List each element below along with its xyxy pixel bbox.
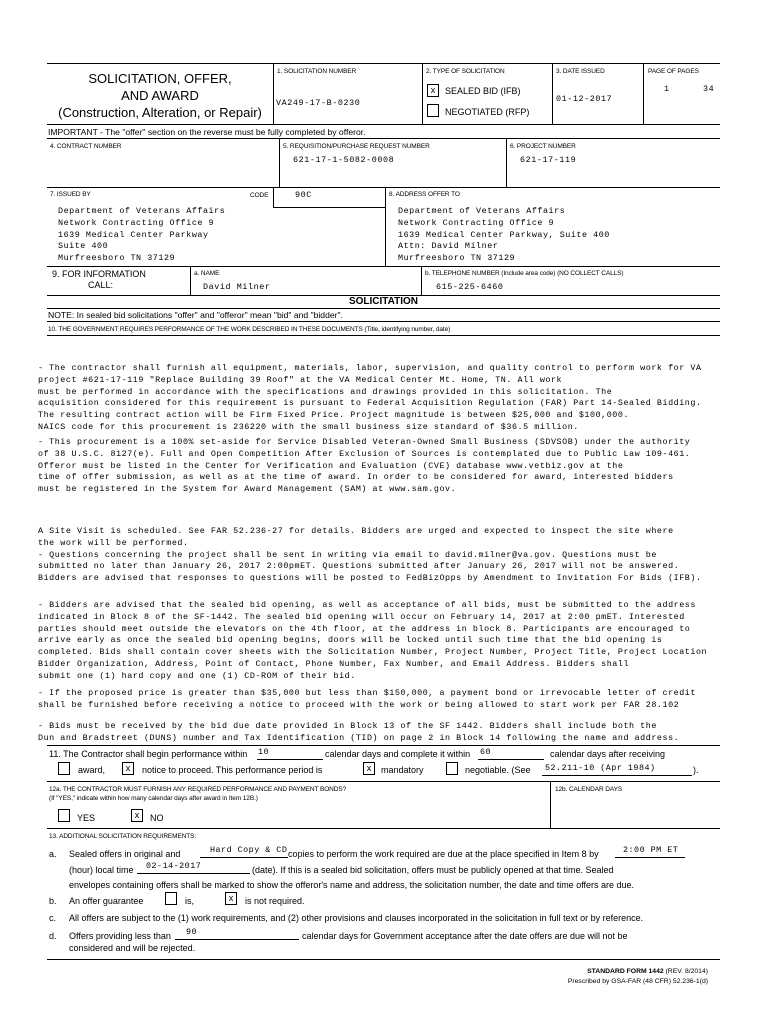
- solicitation-number-label: 1. SOLICITATION NUMBER: [277, 68, 357, 75]
- code-divider-left: [273, 187, 274, 207]
- block10-bottom-rule: [47, 745, 720, 746]
- mandatory-checkbox[interactable]: x: [363, 762, 375, 775]
- block10-label: 10. THE GOVERNMENT REQUIRES PERFORMANCE OF THE WORK DESCRIBED IN THESE DOCUMENTS (Title, identifying number, date): [48, 326, 451, 333]
- description-paragraph-5: - If the proposed price is greater than $35,000 but less than $150,000, a payment bond or irrevocable letter of credit shall be furnished before receiving a notice to proceed with the work or being allowed to start work per FAR 28.102: [38, 688, 696, 710]
- see-reference[interactable]: 52.211-10 (Apr 1984): [545, 763, 656, 773]
- footer-form-name: STANDARD FORM 1442: [587, 968, 664, 975]
- for-information-line2: CALL:: [88, 280, 114, 290]
- header-bottom-rule: [47, 124, 720, 125]
- block9-divider-2: [421, 266, 422, 295]
- block13-b-letter: b.: [49, 896, 57, 906]
- info-name-label: a. NAME: [194, 270, 220, 277]
- negotiated-label: NEGOTIATED (RFP): [445, 107, 530, 117]
- block12a-label-line1: 12a. THE CONTRACTOR MUST FURNISH ANY REQUIRED PERFORMANCE AND PAYMENT BONDS?: [49, 786, 347, 793]
- offer-copies[interactable]: Hard Copy & CD: [210, 845, 288, 855]
- block5-divider: [506, 138, 507, 187]
- notice-to-proceed-checkbox[interactable]: x: [122, 762, 134, 775]
- address-offer-line4: Attn: David Milner: [398, 241, 499, 252]
- description-paragraph-4: - Bidders are advised that the sealed bid opening, as well as acceptance of all bids, must be submitted to the address indicated in Block 8 of the SF-1442. The sealed bid opening will occur on February 14, 2017 at 2:00 pmET. Interested parties should meet outside the elevators on the 4th floor, at the address in block 8. Participants are encouraged to arrive early as once the sealed bid opening begins, doors will be locked until such time that the bid opening is completed. Bids shall contain cover sheets with the Solicitation Number, Project Number, Project Title, Project Location Bidder Organization, Address, Point of Contact, Phone Number, Fax Number, and Email Address. Bidders shall submit one (1) hard copy and one (1) CD-ROM of their bid.: [38, 600, 708, 681]
- block13-d-text3: considered and will be rejected.: [69, 943, 196, 953]
- negotiable-checkbox[interactable]: [446, 762, 458, 775]
- guarantee-is-label: is,: [185, 896, 194, 906]
- negotiated-checkbox[interactable]: [427, 104, 439, 117]
- note-rule: [47, 321, 720, 322]
- address-offer-to-label: 8. ADDRESS OFFER TO: [389, 191, 460, 198]
- address-offer-to: [398, 206, 610, 265]
- address-offer-line1: Department of Veterans Affairs: [398, 206, 566, 216]
- header-divider-4: [643, 63, 644, 124]
- block13-a-text3: (hour) local time: [69, 865, 134, 875]
- guarantee-not-label: is not required.: [245, 896, 305, 906]
- issued-by-line4: Suite 400: [58, 241, 109, 252]
- address-offer-line2: Network Contracting Office 9: [398, 217, 555, 228]
- for-information-line1: 9. FOR INFORMATION: [52, 269, 146, 279]
- notice-to-proceed-label: notice to proceed. This performance period is: [142, 765, 323, 775]
- acceptance-days[interactable]: 90: [186, 927, 198, 937]
- form-title: [48, 70, 272, 121]
- guarantee-is-checkbox[interactable]: [165, 892, 177, 905]
- form-title-line3: (Construction, Alteration, or Repair): [58, 105, 262, 120]
- block7-bottom-rule: [47, 266, 720, 267]
- solicitation-note: NOTE: In sealed bid solicitations "offer" and "offeror" mean "bid" and "bidder".: [48, 310, 343, 320]
- form-footer: [520, 967, 708, 987]
- block10-label-rule: [47, 335, 720, 336]
- project-number[interactable]: 621-17-119: [520, 155, 577, 165]
- block12a-label-line2: (If "YES," indicate within how many calendar days after award in Item 12B.): [49, 795, 258, 802]
- negotiable-label: negotiable. (See: [465, 765, 531, 775]
- block13-d-letter: d.: [49, 931, 57, 941]
- block13-d-text1: Offers providing less than: [69, 931, 171, 941]
- code-label: CODE: [250, 192, 269, 199]
- block8-divider: [385, 187, 386, 266]
- award-label: award,: [78, 765, 106, 775]
- info-phone[interactable]: 615-225-6460: [436, 282, 504, 292]
- guarantee-not-checkbox[interactable]: x: [225, 892, 237, 905]
- block13-a-text4: (date). If this is a sealed bid solicitation, offers must be publicly opened at that time. Sealed: [252, 865, 614, 875]
- date-issued-label: 3. DATE ISSUED: [556, 68, 605, 75]
- code-bottom-rule: [273, 207, 385, 208]
- block12-bottom-rule: [47, 828, 720, 829]
- info-phone-label: b. TELEPHONE NUMBER (Include area code) (NO COLLECT CALLS): [425, 270, 624, 277]
- block11-text-b: calendar days and complete it within: [325, 749, 471, 759]
- issuer-code[interactable]: 90C: [295, 190, 312, 200]
- block11-bottom-rule: [47, 781, 720, 782]
- block11-days-begin[interactable]: 10: [258, 747, 270, 757]
- header-divider-2: [422, 63, 423, 124]
- block4-divider: [279, 138, 280, 187]
- issued-by-address: [58, 206, 225, 265]
- for-information-label: [52, 269, 146, 291]
- bonds-yes-checkbox[interactable]: [58, 809, 70, 822]
- offer-due-time[interactable]: 2:00 PM ET: [623, 845, 679, 855]
- header-divider-3: [552, 63, 553, 124]
- issued-by-line2: Network Contracting Office 9: [58, 217, 215, 228]
- date-issued[interactable]: 01-12-2017: [556, 94, 613, 104]
- form-title-line1: SOLICITATION, OFFER,: [88, 71, 232, 86]
- page-of-pages-label: PAGE OF PAGES: [648, 68, 699, 75]
- block13-a-text5: envelopes containing offers shall be marked to show the offeror's name and address, the solicitation number, the date and time offers are due.: [69, 880, 635, 890]
- bonds-no-checkbox[interactable]: x: [131, 809, 143, 822]
- header-divider-1: [273, 63, 274, 124]
- block13-a-letter: a.: [49, 849, 57, 859]
- issued-by-label: 7. ISSUED BY: [50, 191, 91, 198]
- type-of-solicitation-label: 2. TYPE OF SOLICITATION: [426, 68, 505, 75]
- form-title-line2: AND AWARD: [121, 88, 199, 103]
- block9-divider-1: [190, 266, 191, 295]
- requisition-number-label: 5. REQUISITION/PURCHASE REQUEST NUMBER: [283, 143, 430, 150]
- description-paragraph-3: A Site Visit is scheduled. See FAR 52.236-27 for details. Bidders are urged and expected to inspect the site where the work will be performed. - Questions concerning the project shall be sent in writing via email to david.milner@va.gov. Questions must be submitted no later than January 26, 2017 2:00pmET. Questions submitted after January 26, 2017 will not be answered. Bidders are advised that responses to questions will be posted to FedBizOpps by Amendment to Invitation For Bids (IFB).: [38, 526, 702, 584]
- block13-d-text2: calendar days for Government acceptance after the date offers are due will not be: [302, 931, 628, 941]
- solicitation-number[interactable]: VA249-17-B-0230: [276, 98, 361, 108]
- description-paragraph-6: - Bids must be received by the bid due date provided in Block 13 of the SF 1442. Bidders shall include both the Dun and Bradstreet (DUNS) number and Tax Identification (TID) on page 2 in Block 14 following the name and address.: [38, 721, 680, 743]
- award-checkbox[interactable]: [58, 762, 70, 775]
- footer-form-rev: (REV. 8/2014): [665, 968, 708, 975]
- solicitation-heading-rule: [47, 308, 720, 309]
- address-offer-line3: 1639 Medical Center Parkway, Suite 400: [398, 229, 610, 240]
- offer-due-date[interactable]: 02-14-2017: [146, 861, 202, 871]
- footer-form-id: [520, 967, 708, 977]
- bonds-yes-label: YES: [77, 813, 96, 823]
- bottom-rule: [47, 959, 720, 960]
- requisition-number[interactable]: 621-17-1-5082-0008: [293, 155, 395, 165]
- top-rule: [47, 63, 720, 64]
- issued-by-line1: Department of Veterans Affairs: [58, 206, 226, 216]
- address-offer-line5: Murfreesboro TN 37129: [398, 253, 516, 264]
- issued-by-line5: Murfreesboro TN 37129: [58, 253, 176, 264]
- description-paragraph-2: - This procurement is a 100% set-aside for Service Disabled Veteran-Owned Small Business (SDVSOB) under the authority of 38 U.S.C. 8127(e). Full and Open Competition After Exclusion of Sources is contemplated due to Public Law 109-461. Offeror must be listed in the Center for Verification and Evaluation (CVE) database www.vetbiz.gov at the time of offer submission, as well as at the time of award. In order to be considered for award, interested bidders must be registered in the System for Award Management (SAM) at www.sam.gov.: [38, 437, 691, 495]
- solicitation-heading: SOLICITATION: [348, 296, 419, 307]
- issued-by-line3: 1639 Medical Center Parkway: [58, 229, 209, 240]
- block13-c-letter: c.: [49, 913, 57, 923]
- important-notice: IMPORTANT - The "offer" section on the reverse must be fully completed by offeror.: [48, 127, 366, 137]
- page-number: 1: [664, 84, 670, 94]
- info-name[interactable]: David Milner: [203, 282, 271, 292]
- mandatory-label: mandatory: [381, 765, 424, 775]
- block12b-label: 12b. CALENDAR DAYS: [555, 786, 623, 793]
- block12-divider: [550, 781, 551, 828]
- important-rule: [47, 138, 720, 139]
- sealed-bid-checkbox[interactable]: x: [427, 84, 439, 97]
- block13-a-text2: copies to perform the work required are due at the place specified in Item 8 by: [288, 849, 599, 859]
- block13-a-text1: Sealed offers in original and: [69, 849, 181, 859]
- block13-b-text1: An offer guarantee: [69, 896, 144, 906]
- description-paragraph-1: - The contractor shall furnish all equipment, materials, labor, supervision, and quality control to perform work for VA project #621-17-119 "Replace Building 39 Roof" at the VA Medical Center Mt. Home, TN. All work must be performed in accordance with the specifications and drawings provided in this solicitation. The acquisition considered for this requirement is pursuant to Federal Acquisition Regulation (FAR) Part 14-Sealed Bidding. The resulting contract action will be Firm Fixed Price. Project magnitude is between $25,000 and $100,000. NAICS code for this procurement is 236220 with the small business size standard of $36.5 million.: [38, 363, 702, 432]
- bonds-no-label: NO: [150, 813, 164, 823]
- block13-label: 13. ADDITIONAL SOLICITATION REQUIREMENTS:: [49, 833, 197, 840]
- total-pages: 34: [703, 84, 715, 94]
- footer-prescribed: Prescribed by GSA-FAR (48 CFR) 52.236-1(d): [567, 978, 708, 985]
- block11-close: ).: [693, 765, 699, 775]
- project-number-label: 6. PROJECT NUMBER: [510, 143, 576, 150]
- sealed-bid-label: SEALED BID (IFB): [445, 86, 521, 96]
- contract-number-label: 4. CONTRACT NUMBER: [50, 143, 122, 150]
- block11-text-a: 11. The Contractor shall begin performance within: [49, 749, 248, 759]
- block4-bottom-rule: [47, 187, 720, 188]
- block13-c-text: All offers are subject to the (1) work requirements, and (2) other provisions and clauses incorporated in the solicitation in full text or by reference.: [69, 913, 644, 923]
- block11-text-c: calendar days after receiving: [550, 749, 666, 759]
- block11-days-complete[interactable]: 60: [480, 747, 492, 757]
